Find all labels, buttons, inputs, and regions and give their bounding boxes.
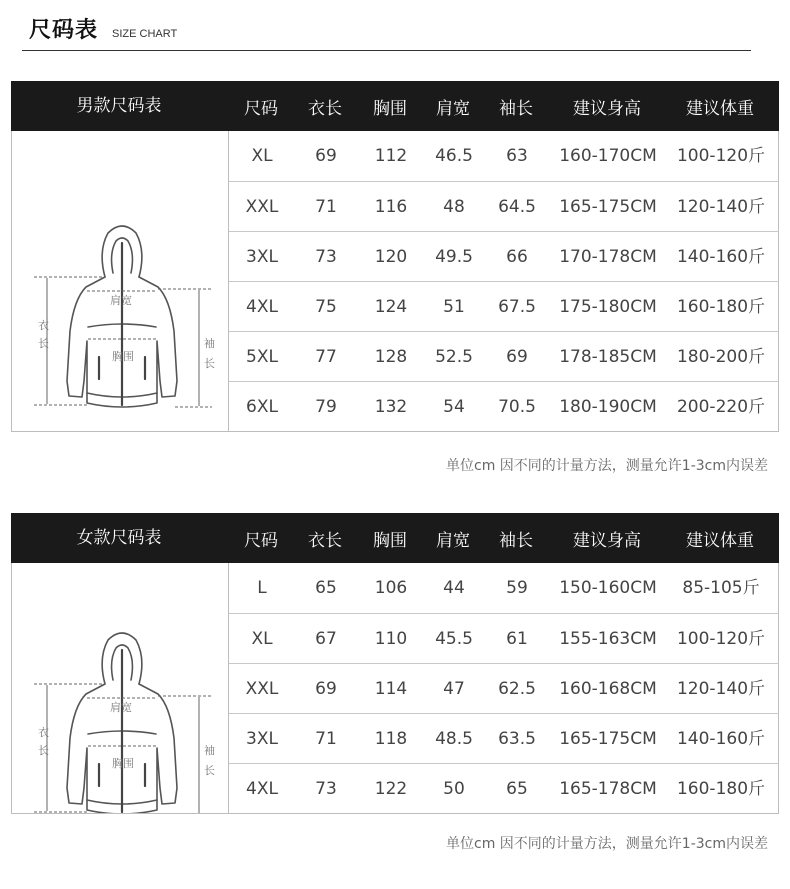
cell-shoulder: 50 (443, 779, 465, 799)
cell-sleeve: 70.5 (498, 397, 536, 417)
cell-sleeve: 63.5 (498, 729, 536, 749)
cell-height: 160-170CM (559, 146, 657, 166)
column-header-shoulder: 肩宽 (436, 531, 470, 551)
table-row (229, 131, 779, 181)
men-jacket-diagram (12, 131, 229, 431)
length-label: 长 (38, 337, 49, 350)
sleeve-label: 长 (204, 764, 215, 777)
cell-chest: 106 (374, 578, 408, 598)
cell-weight: 85-105斤 (682, 578, 760, 598)
cell-length: 73 (315, 247, 337, 267)
column-header-shoulder: 肩宽 (436, 99, 470, 119)
cell-weight: 140-160斤 (676, 247, 766, 267)
cell-size: 6XL (246, 397, 278, 417)
column-header-length: 衣长 (308, 531, 342, 551)
cell-chest: 112 (374, 146, 408, 166)
shoulder-label: 肩宽 (110, 294, 132, 307)
cell-height: 165-178CM (559, 779, 657, 799)
men-size-table (11, 81, 779, 431)
cell-weight: 160-180斤 (676, 779, 766, 799)
cell-sleeve: 67.5 (498, 297, 536, 317)
cell-weight: 200-220斤 (676, 397, 766, 417)
column-header-chest: 胸围 (373, 531, 407, 551)
cell-height: 155-163CM (559, 629, 657, 649)
women-table-body (11, 563, 779, 814)
men-measurement-note: 单位cm 因不同的计量方法，测量允许1-3cm内误差 (446, 458, 768, 474)
cell-height: 165-175CM (559, 729, 657, 749)
cell-weight: 140-160斤 (676, 729, 766, 749)
cell-chest: 110 (374, 629, 408, 649)
cell-weight: 120-140斤 (676, 679, 766, 699)
cell-size: XL (251, 146, 273, 166)
column-header-weight: 建议体重 (686, 99, 754, 119)
column-header-weight: 建议体重 (686, 531, 754, 551)
sleeve-label: 长 (204, 357, 215, 370)
cell-size: 4XL (246, 779, 278, 799)
length-label: 衣 (38, 726, 49, 739)
cell-length: 77 (315, 347, 337, 367)
cell-length: 71 (315, 197, 337, 217)
men-table-header (11, 81, 779, 131)
table-row (229, 381, 779, 432)
table-row (229, 613, 779, 664)
column-header-size: 尺码 (244, 99, 278, 119)
women-table-header (11, 513, 779, 563)
table-row (229, 563, 779, 613)
cell-chest: 132 (374, 397, 408, 417)
cell-sleeve: 61 (506, 629, 528, 649)
table-row (229, 331, 779, 382)
women-measurement-note: 单位cm 因不同的计量方法，测量允许1-3cm内误差 (446, 836, 768, 852)
cell-shoulder: 47 (443, 679, 465, 699)
header-divider (22, 50, 751, 51)
cell-weight: 160-180斤 (676, 297, 766, 317)
column-header-chest: 胸围 (373, 99, 407, 119)
sleeve-label: 袖 (204, 744, 215, 757)
cell-shoulder: 48.5 (435, 729, 473, 749)
cell-weight: 100-120斤 (676, 146, 766, 166)
table-row (229, 281, 779, 332)
chest-label: 胸围 (112, 350, 134, 363)
cell-sleeve: 66 (506, 247, 528, 267)
column-header-sleeve: 袖长 (499, 99, 533, 119)
column-header-height: 建议身高 (573, 531, 641, 551)
cell-size: 3XL (246, 729, 278, 749)
cell-height: 170-178CM (559, 247, 657, 267)
cell-shoulder: 46.5 (435, 146, 473, 166)
cell-length: 75 (315, 297, 337, 317)
cell-weight: 120-140斤 (676, 197, 766, 217)
cell-shoulder: 54 (443, 397, 465, 417)
men-table-title: 男款尺码表 (76, 96, 162, 116)
cell-length: 73 (315, 779, 337, 799)
cell-size: 5XL (246, 347, 278, 367)
cell-height: 178-185CM (559, 347, 657, 367)
cell-length: 71 (315, 729, 337, 749)
cell-sleeve: 65 (506, 779, 528, 799)
length-label: 衣 (38, 319, 49, 332)
cell-length: 65 (315, 578, 337, 598)
cell-shoulder: 51 (443, 297, 465, 317)
cell-chest: 118 (374, 729, 408, 749)
cell-size: L (257, 578, 267, 598)
cell-chest: 114 (374, 679, 408, 699)
shoulder-label: 肩宽 (110, 701, 132, 714)
women-size-table (11, 513, 779, 813)
page-title: 尺码表 (29, 18, 99, 43)
cell-shoulder: 44 (443, 578, 465, 598)
cell-height: 165-175CM (559, 197, 657, 217)
cell-sleeve: 59 (506, 578, 528, 598)
cell-size: 3XL (246, 247, 278, 267)
women-table-title: 女款尺码表 (76, 528, 162, 548)
table-row (229, 763, 779, 814)
cell-chest: 128 (374, 347, 408, 367)
cell-chest: 122 (374, 779, 408, 799)
cell-length: 67 (315, 629, 337, 649)
table-row (229, 713, 779, 764)
cell-height: 160-168CM (559, 679, 657, 699)
cell-shoulder: 49.5 (435, 247, 473, 267)
cell-size: XL (251, 629, 273, 649)
table-row (229, 181, 779, 232)
cell-shoulder: 52.5 (435, 347, 473, 367)
cell-chest: 124 (374, 297, 408, 317)
chest-label: 胸围 (112, 757, 134, 770)
women-jacket-diagram (12, 563, 229, 813)
cell-sleeve: 69 (506, 347, 528, 367)
cell-shoulder: 48 (443, 197, 465, 217)
cell-weight: 180-200斤 (676, 347, 766, 367)
column-header-height: 建议身高 (573, 99, 641, 119)
cell-size: 4XL (246, 297, 278, 317)
men-table-body (11, 131, 779, 432)
column-header-sleeve: 袖长 (499, 531, 533, 551)
cell-length: 69 (315, 146, 337, 166)
sleeve-label: 袖 (204, 337, 215, 350)
cell-size: XXL (245, 679, 279, 699)
table-row (229, 231, 779, 282)
cell-length: 69 (315, 679, 337, 699)
column-header-length: 衣长 (308, 99, 342, 119)
cell-height: 150-160CM (559, 578, 657, 598)
cell-shoulder: 45.5 (435, 629, 473, 649)
cell-chest: 116 (374, 197, 408, 217)
cell-sleeve: 63 (506, 146, 528, 166)
cell-sleeve: 62.5 (498, 679, 536, 699)
cell-sleeve: 64.5 (498, 197, 536, 217)
cell-height: 180-190CM (559, 397, 657, 417)
table-row (229, 663, 779, 714)
cell-chest: 120 (374, 247, 408, 267)
cell-weight: 100-120斤 (676, 629, 766, 649)
length-label: 长 (38, 744, 49, 757)
page-subtitle: SIZE CHART (112, 28, 178, 40)
cell-length: 79 (315, 397, 337, 417)
page-header (29, 14, 177, 44)
column-header-size: 尺码 (244, 531, 278, 551)
cell-size: XXL (245, 197, 279, 217)
cell-height: 175-180CM (559, 297, 657, 317)
